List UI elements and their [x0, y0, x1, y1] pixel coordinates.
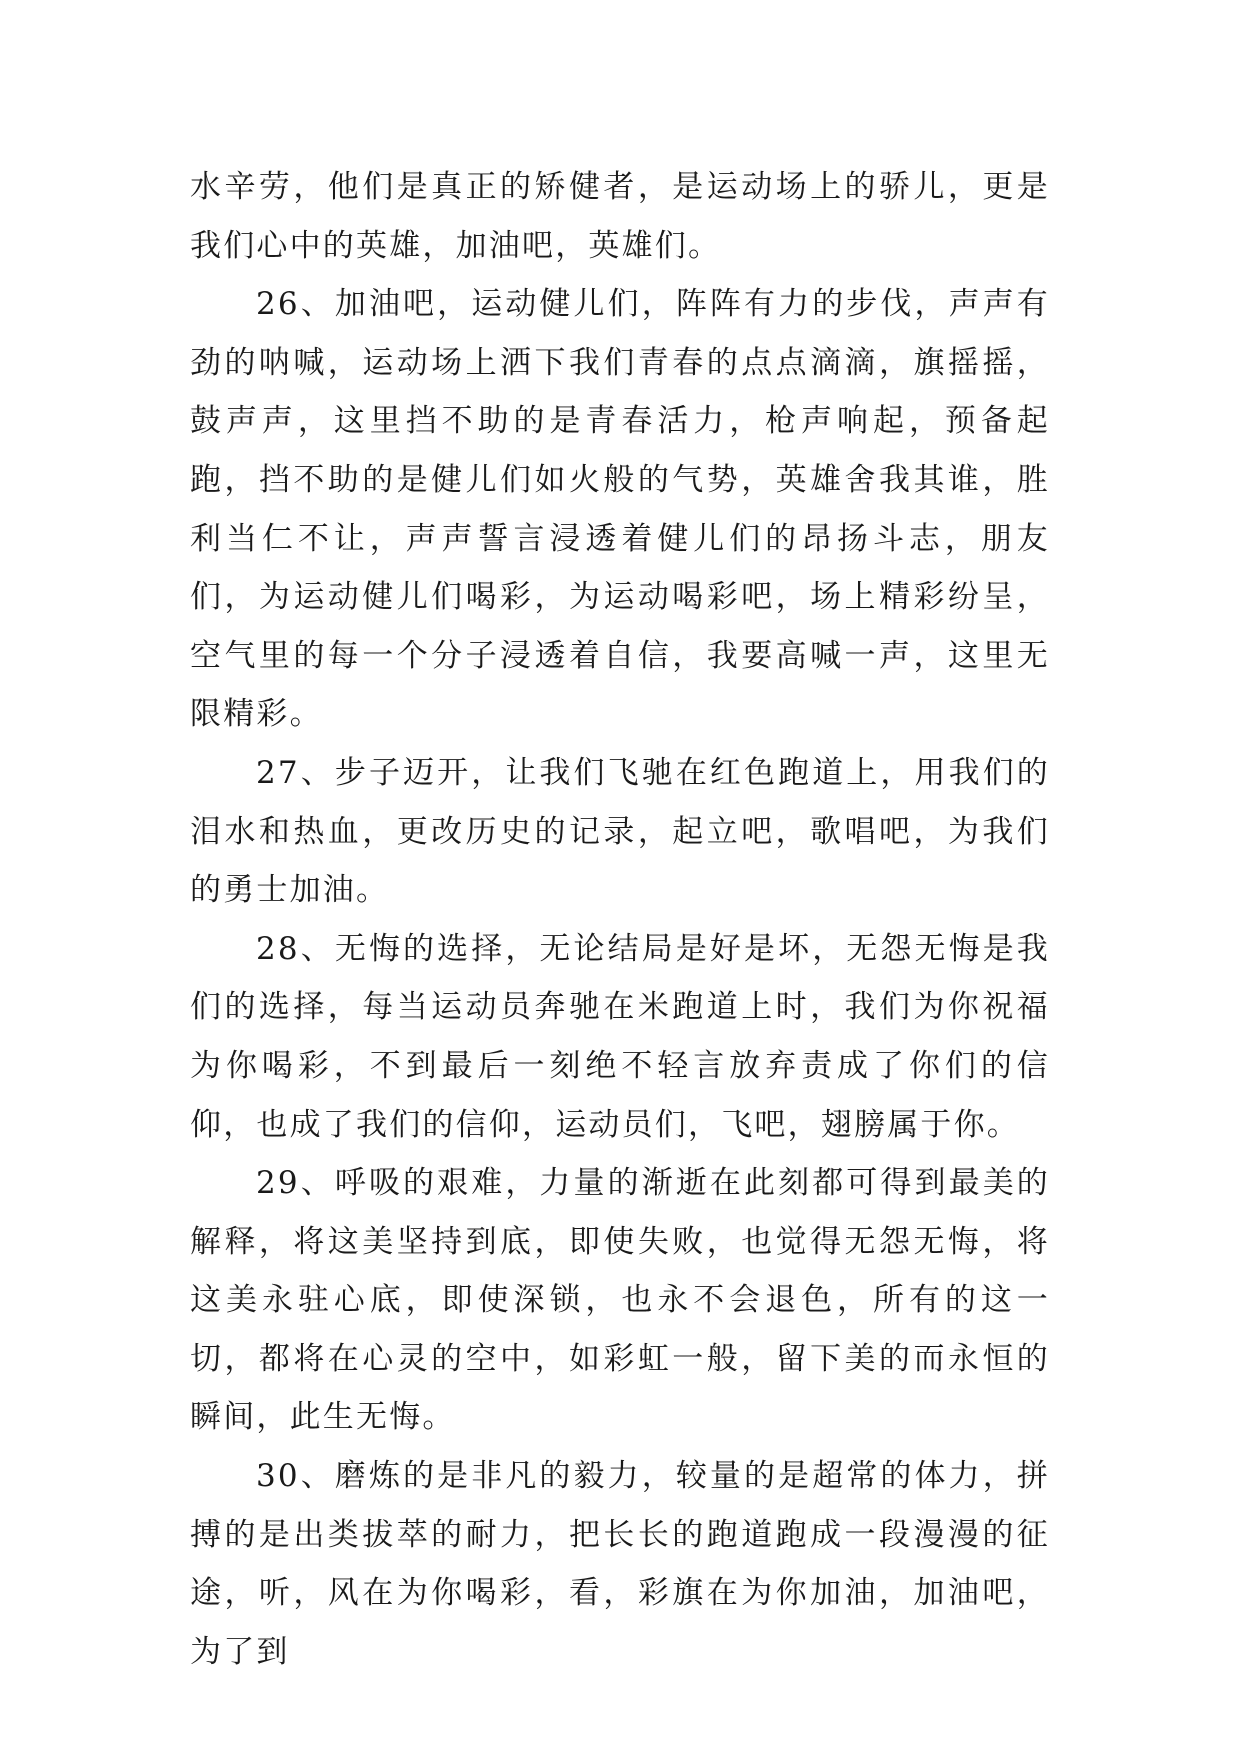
paragraph-26: 26、加油吧，运动健儿们，阵阵有力的步伐，声声有劲的呐喊，运动场上洒下我们青春的点点滴滴，旗摇摇，鼓声声，这里挡不助的是青春活力，枪声响起，预备起跑，挡不助的是健儿们如火般的气势，英雄舍我其谁，胜利当仁不让，声声誓言浸透着健儿们的昂扬斗志，朋友们，为运动健儿们喝彩，为运动喝彩吧，场上精彩纷呈，空气里的每一个分子浸透着自信，我要高喊一声，这里无限精彩。: [190, 286, 1050, 733]
paragraph-28: 28、无悔的选择，无论结局是好是坏，无怨无悔是我们的选择，每当运动员奔驰在米跑道上时，我们为你祝福为你喝彩，不到最后一刻绝不轻言放弃责成了你们的信仰，也成了我们的信仰，运动员们，飞吧，翅膀属于你。: [190, 930, 1050, 1143]
paragraph-29: 29、呼吸的艰难，力量的渐逝在此刻都可得到最美的解释，将这美坚持到底，即使失败，也觉得无怨无悔，将这美永驻心底，即使深锁，也永不会退色，所有的这一切，都将在心灵的空中，如彩虹一般，留下美的而永恒的瞬间，此生无悔。: [190, 1165, 1050, 1436]
document-body: [190, 158, 1050, 1681]
paragraph-27: 27、步子迈开，让我们飞驰在红色跑道上，用我们的泪水和热血，更改历史的记录，起立吧，歌唱吧，为我们的勇士加油。: [190, 754, 1050, 909]
paragraph-30: 30、磨炼的是非凡的毅力，较量的是超常的体力，拼搏的是出类拔萃的耐力，把长长的跑道跑成一段漫漫的征途，听，风在为你喝彩，看，彩旗在为你加油，加油吧，为了到: [190, 1458, 1050, 1670]
paragraph-continued: 水辛劳，他们是真正的矫健者，是运动场上的骄儿，更是我们心中的英雄，加油吧，英雄们。: [190, 169, 1050, 264]
